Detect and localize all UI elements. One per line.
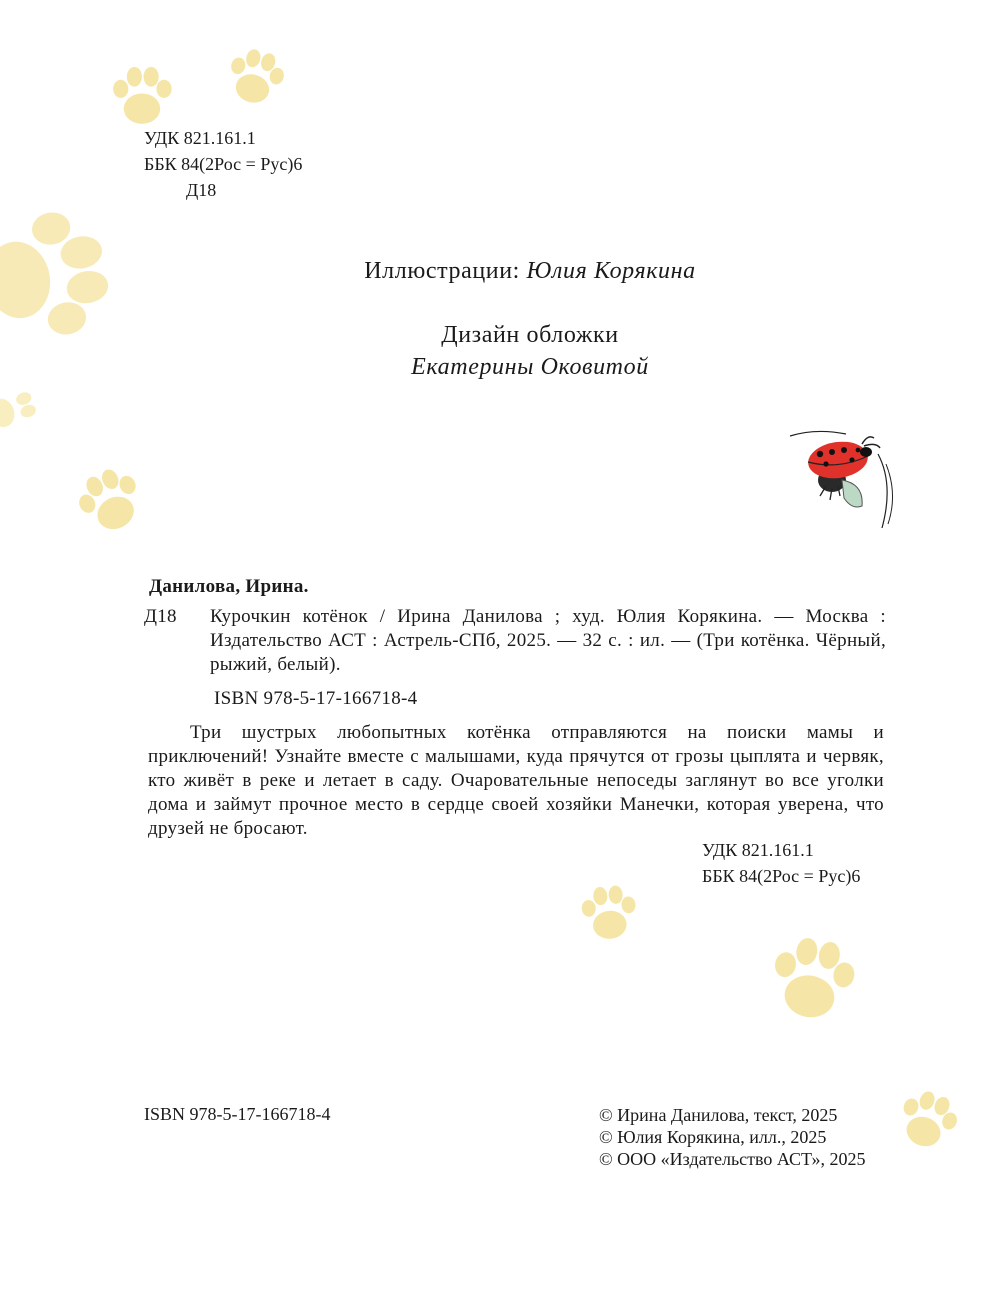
bbk-code: ББК 84(2Рос = Рус)6 [702, 866, 861, 886]
annotation: Три шустрых любопытных котёнка отправляются на поиски мамы и приключений! Узнайте вместе с малышами, куда прячутся от грозы цыплята и червяк, кто живёт в реке и летает в саду. Очаровательные непоседы заглянут во все уголки дома и займут прочное место в сердце своей хозяйки Манечки, которая уверена, что друзей не бросают. [148, 722, 884, 839]
copyright-line: © ООО «Издательство АСТ», 2025 [599, 1149, 866, 1169]
copyright-line: © Юлия Корякина, илл., 2025 [599, 1127, 827, 1147]
illustrator-name: Юлия Корякина [526, 258, 696, 284]
author-heading: Данилова, Ирина. [149, 576, 309, 597]
illustrations-label: Иллюстрации: [364, 258, 527, 284]
header-classification [144, 125, 302, 203]
paw-print-icon [212, 36, 298, 122]
entry-code: Д18 [144, 606, 177, 627]
ladybug-icon [786, 424, 898, 536]
illustrations-credit [0, 258, 1000, 285]
paw-print-icon [571, 877, 647, 953]
cover-designer-name: Екатерины Оковитой [411, 354, 649, 380]
footer-isbn: ISBN 978-5-17-166718-4 [144, 1104, 331, 1124]
udk-code: УДК 821.161.1 [702, 840, 814, 860]
paw-print-icon [878, 1075, 976, 1169]
copyright-block [599, 1104, 866, 1170]
isbn: ISBN 978-5-17-166718-4 [214, 688, 418, 709]
entry-description: Курочкин котёнок / Ирина Данилова ; худ. Юлия Корякина. — Москва : Издательство АСТ : Астрель-СПб, 2025. — 32 с. : ил. — (Три котёнка. Чёрный, рыжий, белый). [210, 606, 886, 675]
bottom-classification [702, 837, 860, 889]
udk-code: УДК 821.161.1 [144, 128, 256, 148]
bibliographic-entry [144, 605, 886, 677]
author-mark: Д18 [186, 180, 217, 200]
bibliographic-record [144, 575, 886, 841]
copyright-line: © Ирина Данилова, текст, 2025 [599, 1105, 838, 1125]
cover-design-label: Дизайн обложки [441, 322, 619, 348]
paw-print-icon [752, 922, 872, 1042]
paw-print-icon [59, 451, 163, 555]
bbk-code: ББК 84(2Рос = Рус)6 [144, 154, 303, 174]
